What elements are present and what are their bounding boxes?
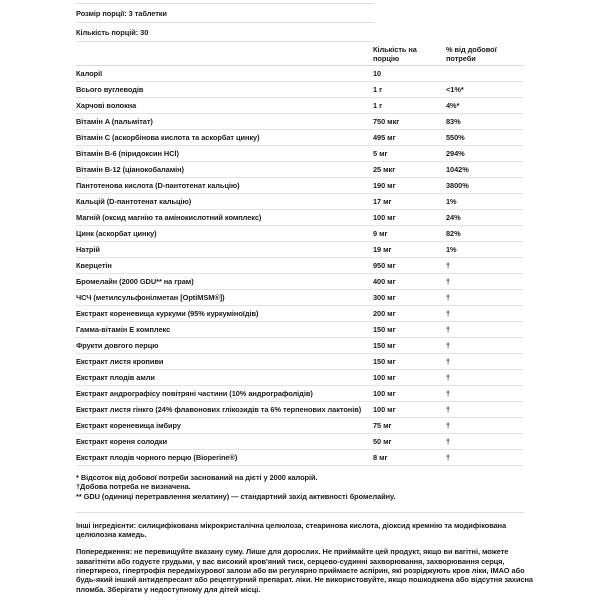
- nutrient-label: Екстракт плодів амли: [76, 373, 155, 382]
- nutrient-daily-value: 82%: [446, 229, 461, 238]
- nutrient-table-rows: [76, 66, 524, 466]
- nutrient-amount: 100 мг: [373, 405, 396, 414]
- nutrient-amount: 25 мкг: [373, 165, 396, 174]
- column-header-amount-per-serving: Кількість на порцію: [373, 45, 417, 63]
- table-row: [76, 82, 524, 98]
- nutrient-amount: 75 мг: [373, 421, 392, 430]
- nutrient-amount: 400 мг: [373, 277, 396, 286]
- table-row: [76, 418, 524, 434]
- nutrient-amount: 5 мг: [373, 149, 388, 158]
- table-row: [76, 402, 524, 418]
- footnote-gdu: ** GDU (одиниці перетравлення желатину) — стандартний захід активності бромелайну.: [76, 491, 396, 501]
- nutrient-daily-value: †: [446, 421, 451, 430]
- nutrient-label: Вітамін C (аскорбінова кислота та аскорбат цинку): [76, 133, 260, 142]
- nutrient-label: Екстракт плодів чорного перцю (Bioperine®): [76, 453, 238, 462]
- nutrient-label: Екстракт андрографісу повітряні частини (10% андрографолідів): [76, 389, 313, 398]
- table-row: [76, 66, 524, 82]
- nutrient-daily-value: †: [446, 405, 451, 414]
- nutrient-daily-value: †: [446, 389, 451, 398]
- nutrient-daily-value: 1042%: [446, 165, 469, 174]
- nutrient-amount: 100 мг: [373, 213, 396, 222]
- footnote-daily-value: * Відсоток від добової потреби заснований на дієті у 2000 калорій.: [76, 473, 318, 482]
- table-row: [76, 146, 524, 162]
- other-ingredients: Інші інгредієнти: силицифікована мікрокристалічна целюлоза, стеаринова кислота, діоксид кремнію та модифікована целюлозна камедь.: [76, 520, 507, 540]
- nutrient-daily-value: †: [446, 325, 451, 334]
- table-row: [76, 98, 524, 114]
- nutrient-label: Натрій: [76, 245, 100, 254]
- column-header-daily-value: % від добової потреби: [446, 45, 497, 63]
- nutrient-amount: 100 мг: [373, 389, 396, 398]
- nutrient-label: Кальцій (D-пантотенат кальцію): [76, 197, 192, 206]
- nutrient-daily-value: †: [446, 277, 451, 286]
- nutrient-daily-value: 550%: [446, 133, 465, 142]
- nutrient-amount: 950 мг: [373, 261, 396, 270]
- nutrient-amount: 8 мг: [373, 453, 388, 462]
- nutrient-label: Екстракт кореневища імбиру: [76, 421, 181, 430]
- table-row: [76, 242, 524, 258]
- nutrient-label: Калорії: [76, 69, 103, 78]
- nutrient-daily-value: 24%: [446, 213, 461, 222]
- serving-size: Розмір порції: 3 таблетки: [76, 4, 374, 23]
- nutrient-daily-value: 4%*: [446, 101, 460, 110]
- table-row: [76, 226, 524, 242]
- nutrient-amount: 150 мг: [373, 341, 396, 350]
- nutrient-label: Вітамін B-12 (ціанокобаламін): [76, 165, 184, 174]
- nutrient-amount: 100 мг: [373, 373, 396, 382]
- nutrient-label: Бромелайн (2000 GDU** на грам): [76, 277, 194, 286]
- nutrient-daily-value: <1%*: [446, 85, 464, 94]
- nutrient-label: Цинк (аскорбат цинку): [76, 229, 157, 238]
- nutrient-label: Гамма-вітамін E комплекс: [76, 325, 171, 334]
- divider-line: [76, 512, 524, 513]
- nutrient-label: Фрукти довгого перцю: [76, 341, 159, 350]
- nutrient-amount: 9 мг: [373, 229, 388, 238]
- warnings: Попередження: не перевищуйте вказану суму. Лише для дорослих. Не приймайте цей продукт, якщо ви вагітні, можете завагітніти або годуєте грудьми, у вас високий кров'яний тиск, серцево-судинні захворювання, захворювання серця, гіпертиреоз, гіпертрофія передміхурової залози або ви регулярно приймаєте аспірин, які розріджують кров ліки, ІМАО або будь-який інший антидепресант або рецептурний препарат. ліки. Не використовуйте, якщо пошкоджена або відсутня захисна пломба. Зберігати у недоступному для дітей місці.: [76, 547, 533, 594]
- table-row: [76, 114, 524, 130]
- nutrient-daily-value: †: [446, 357, 451, 366]
- nutrient-amount: 50 мг: [373, 437, 392, 446]
- table-row: [76, 386, 524, 402]
- servings-per-container: Кількість порцій: 30: [76, 23, 374, 42]
- nutrient-amount: 190 мг: [373, 181, 396, 190]
- table-row: [76, 450, 524, 466]
- table-row: [76, 290, 524, 306]
- table-row: [76, 210, 524, 226]
- nutrient-amount: 200 мг: [373, 309, 396, 318]
- table-row: [76, 354, 524, 370]
- nutrient-label: Кверцетін: [76, 261, 112, 270]
- nutrient-label: Магній (оксид магнію та амінокислотний комплекс): [76, 213, 262, 222]
- nutrient-daily-value: 294%: [446, 149, 465, 158]
- nutrient-label: Пантотенова кислота (D-пантотенат кальцію): [76, 181, 240, 190]
- table-row: [76, 338, 524, 354]
- nutrient-label: Екстракт листя гінкго (24% флавонових глікозидів та 6% терпенових лактонів): [76, 405, 362, 414]
- footnote-dagger: †Добова потреба не визначена.: [76, 482, 191, 492]
- nutrient-amount: 1 г: [373, 101, 383, 110]
- table-row: [76, 306, 524, 322]
- table-row: [76, 258, 524, 274]
- supplement-facts-panel: [76, 3, 533, 594]
- nutrient-amount: 10: [373, 69, 382, 78]
- nutrient-daily-value: †: [446, 309, 451, 318]
- nutrient-amount: 750 мкг: [373, 117, 400, 126]
- nutrient-daily-value: 83%: [446, 117, 461, 126]
- nutrient-daily-value: †: [446, 293, 451, 302]
- table-row: [76, 322, 524, 338]
- nutrient-amount: 300 мг: [373, 293, 396, 302]
- table-row: [76, 370, 524, 386]
- table-row: [76, 434, 524, 450]
- nutrient-label: ЧСЧ (метилсульфонілметан [OptiMSM®]): [76, 293, 225, 302]
- nutrient-label: Вітамін A (пальмітат): [76, 117, 153, 126]
- nutrient-daily-value: 3800%: [446, 181, 469, 190]
- table-row: [76, 162, 524, 178]
- nutrient-daily-value: 1%: [446, 245, 457, 254]
- nutrient-label: Всього вуглеводів: [76, 85, 144, 94]
- table-row: [76, 130, 524, 146]
- nutrient-label: Екстракт кореневища куркуми (95% куркуміноїдів): [76, 309, 259, 318]
- nutrient-daily-value: †: [446, 437, 451, 446]
- nutrient-daily-value: †: [446, 341, 451, 350]
- footnotes: [76, 466, 400, 512]
- nutrient-daily-value: †: [446, 453, 451, 462]
- table-row: [76, 194, 524, 210]
- nutrient-amount: 17 мг: [373, 197, 392, 206]
- nutrient-daily-value: †: [446, 261, 451, 270]
- table-header: [76, 42, 524, 66]
- nutrient-amount: 495 мг: [373, 133, 396, 142]
- table-row: [76, 274, 524, 290]
- nutrient-daily-value: 1%: [446, 197, 457, 206]
- nutrient-label: Екстракт кореня солодки: [76, 437, 168, 446]
- nutrient-amount: 150 мг: [373, 325, 396, 334]
- nutrient-label: Харчові волокна: [76, 101, 137, 110]
- table-row: [76, 178, 524, 194]
- nutrient-label: Вітамін B-6 (піридоксин HCl): [76, 149, 179, 158]
- nutrient-amount: 150 мг: [373, 357, 396, 366]
- nutrient-amount: 19 мг: [373, 245, 392, 254]
- nutrient-label: Екстракт листя кропиви: [76, 357, 164, 366]
- nutrient-amount: 1 г: [373, 85, 383, 94]
- serving-info-block: [76, 3, 374, 42]
- nutrient-daily-value: †: [446, 373, 451, 382]
